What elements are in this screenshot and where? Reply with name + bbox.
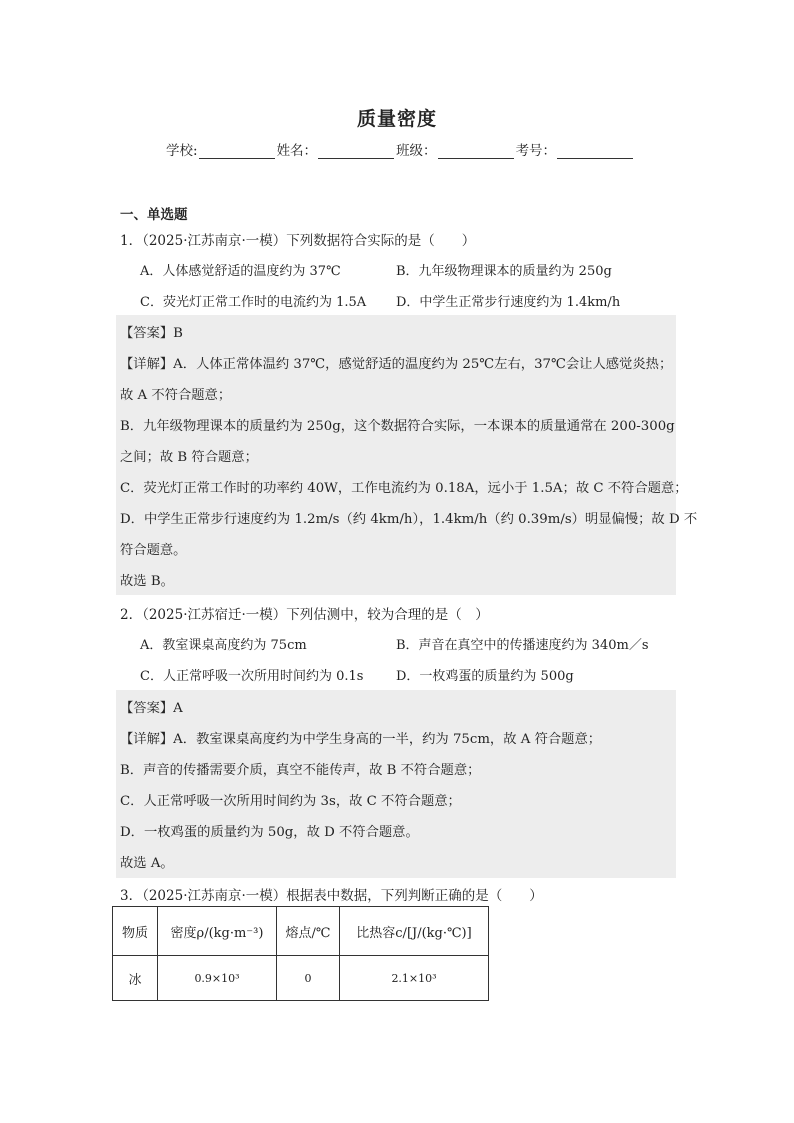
student-info-line [166, 139, 635, 159]
option-c: C．荧光灯正常工作时的电流约为 1.5A [140, 295, 367, 310]
exam-no-blank[interactable] [557, 144, 633, 159]
option-a: A．人体感觉舒适的温度约为 37℃ [140, 264, 341, 279]
explanation-line: 之间；故 B 符合题意； [120, 450, 258, 465]
school-label: 学校: [166, 143, 198, 159]
exam-no-label: 考号： [515, 143, 557, 159]
page-title: 质量密度 [356, 108, 437, 130]
explanation-line: 符合题意。 [120, 543, 187, 558]
option-d: D．一枚鸡蛋的质量约为 500g [396, 669, 574, 684]
class-blank[interactable] [438, 144, 514, 159]
data-table [112, 906, 489, 1001]
table-header-cell: 密度ρ/(kg·m⁻³) [158, 907, 277, 956]
option-b: B．九年级物理课本的质量约为 250g [396, 264, 612, 279]
table-cell: 0.9×10³ [158, 956, 277, 1001]
explanation-line: B．声音的传播需要介质，真空不能传声，故 B 不符合题意； [120, 763, 481, 778]
answer-label: 【答案】A [120, 701, 183, 716]
table-cell: 冰 [113, 956, 158, 1001]
explanation-line: 故 A 不符合题意； [120, 388, 232, 403]
school-blank[interactable] [199, 144, 275, 159]
answer-box [116, 690, 676, 878]
answer-label: 【答案】B [120, 326, 183, 341]
question-stem: 1．（2025·江苏南京·一模）下列数据符合实际的是（ ） [120, 233, 476, 249]
option-c: C．人正常呼吸一次所用时间约为 0.1s [140, 669, 364, 684]
class-label: 班级： [396, 143, 437, 159]
table-cell: 2.1×10³ [340, 956, 489, 1001]
option-d: D．中学生正常步行速度约为 1.4km/h [396, 295, 621, 310]
question-stem: 2．（2025·江苏宿迁·一模）下列估测中，较为合理的是（ ） [120, 607, 489, 623]
table-cell: 0 [277, 956, 340, 1001]
option-b: B．声音在真空中的传播速度约为 340m／s [396, 638, 649, 653]
option-a: A．教室课桌高度约为 75cm [140, 638, 307, 653]
table-header-cell: 物质 [113, 907, 158, 956]
explanation-line: B．九年级物理课本的质量约为 250g，这个数据符合实际，一本课本的质量通常在 200-300g [120, 419, 675, 434]
explanation-line: D．中学生正常步行速度约为 1.2m/s（约 4km/h），1.4km/h（约 0.39m/s）明显偏慢；故 D 不 [120, 512, 698, 527]
explanation-line: 故选 B。 [120, 574, 174, 589]
explanation-line: 故选 A。 [120, 856, 174, 871]
explanation-line: C．荧光灯正常工作时的功率约 40W，工作电流约为 0.18A，远小于 1.5A；故 C 不符合题意； [120, 481, 688, 496]
table-row [113, 956, 489, 1001]
table-header-cell: 熔点/℃ [277, 907, 340, 956]
table-header-row [113, 907, 489, 956]
question-stem: 3．（2025·江苏南京·一模）根据表中数据，下列判断正确的是（ ） [120, 888, 543, 904]
section-heading: 一、单选题 [120, 207, 188, 223]
explanation-line: D．一枚鸡蛋的质量约为 50g，故 D 不符合题意。 [120, 825, 419, 840]
explanation-line: 【详解】A．人体正常体温约 37℃，感觉舒适的温度约为 25℃左右，37℃会让人感觉炎热； [120, 357, 673, 372]
name-blank[interactable] [318, 144, 394, 159]
name-label: 姓名： [276, 143, 318, 159]
explanation-line: C．人正常呼吸一次所用时间约为 3s，故 C 不符合题意； [120, 794, 461, 809]
explanation-line: 【详解】A．教室课桌高度约为中学生身高的一半，约为 75cm，故 A 符合题意； [120, 732, 602, 747]
table-header-cell: 比热容c/[J/(kg·℃)] [340, 907, 489, 956]
